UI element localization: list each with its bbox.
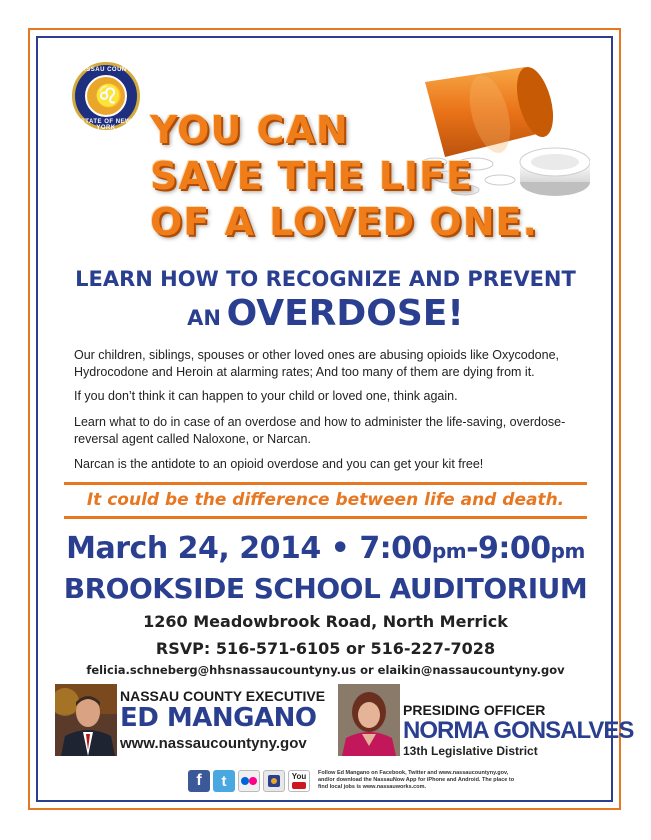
rsvp-emails: felicia.schneberg@hhsnassaucountyny.us or elaikin@nassaucountyny.gov bbox=[86, 663, 565, 677]
start-suffix: pm bbox=[431, 539, 467, 563]
headline-line-3: OF A LOVED ONE. bbox=[150, 200, 538, 244]
bottle-cap-icon bbox=[520, 148, 590, 196]
divider-top bbox=[64, 482, 587, 485]
twitter-icon[interactable]: t bbox=[213, 770, 235, 792]
seal-top-text: NASSAU COUNTY bbox=[76, 67, 136, 73]
event-address: 1260 Meadowbrook Road, North Merrick bbox=[143, 612, 508, 631]
nassau-app-icon[interactable] bbox=[263, 770, 285, 792]
date-separator: • bbox=[330, 531, 350, 566]
body-paragraph-2: If you don’t think it can happen to your child or loved one, think again. bbox=[74, 389, 458, 403]
end-suffix: pm bbox=[550, 539, 585, 563]
body-paragraph-4: Narcan is the antidote to an opioid overdose and you can get your kit free! bbox=[74, 457, 484, 471]
follow-text: Follow Ed Mangano on Facebook, Twitter and www.nassaucountyny.gov, and/or download the NassauNow App for iPhone and Android. The place to find local jobs is www.nassauworks.com. bbox=[318, 770, 515, 790]
seal-bottom-text: STATE OF NEW YORK bbox=[80, 119, 132, 131]
bottle-icon bbox=[425, 63, 560, 157]
presiding-officer-title: PRESIDING OFFICER bbox=[403, 702, 546, 718]
youtube-icon[interactable] bbox=[288, 770, 310, 792]
youtube-label: You bbox=[291, 772, 307, 781]
presiding-officer-photo bbox=[338, 684, 400, 756]
tagline: It could be the difference between life and death. bbox=[86, 490, 565, 510]
subheadline-line-1: LEARN HOW TO RECOGNIZE AND PREVENT bbox=[75, 267, 576, 291]
lion-icon: ♌ bbox=[95, 83, 123, 108]
headline-line-2: SAVE THE LIFE bbox=[150, 154, 473, 198]
executive-photo bbox=[55, 684, 117, 756]
headline-line-1: YOU CAN bbox=[150, 108, 349, 152]
event-date-time bbox=[40, 531, 611, 566]
divider-bottom bbox=[64, 516, 587, 519]
seal-center bbox=[85, 75, 127, 117]
event-venue: BROOKSIDE SCHOOL AUDITORIUM bbox=[63, 572, 588, 605]
nassau-county-seal bbox=[72, 62, 140, 130]
start-time: 7:00 bbox=[359, 531, 432, 566]
presiding-officer-district: 13th Legislative District bbox=[403, 744, 538, 758]
end-time: 9:00 bbox=[478, 531, 551, 566]
facebook-icon[interactable]: f bbox=[188, 770, 210, 792]
time-dash: - bbox=[466, 531, 479, 566]
executive-website: www.nassaucountyny.gov bbox=[120, 735, 307, 752]
youtube-play-badge bbox=[292, 782, 306, 789]
event-date: March 24, 2014 bbox=[66, 531, 321, 566]
body-paragraph-1: Our children, siblings, spouses or other loved ones are abusing opioids like Oxycodone, Hydrocodone and Heroin at alarming rates; And too many of them are dying from it. bbox=[74, 348, 559, 379]
executive-title: NASSAU COUNTY EXECUTIVE bbox=[120, 688, 326, 704]
executive-name: ED MANGANO bbox=[120, 703, 317, 733]
presiding-officer-name: NORMA GONSALVES bbox=[403, 717, 634, 744]
flickr-icon[interactable] bbox=[238, 770, 260, 792]
subheadline-overdose: OVERDOSE! bbox=[226, 293, 464, 334]
subheadline-line-2 bbox=[40, 293, 611, 334]
body-paragraph-3: Learn what to do in case of an overdose and how to administer the life-saving, overdose- reversal agent called Naloxone, or Narcan. bbox=[74, 415, 566, 446]
rsvp-phones: RSVP: 516-571-6105 or 516-227-7028 bbox=[155, 639, 496, 658]
subheadline-an: AN bbox=[187, 306, 221, 330]
